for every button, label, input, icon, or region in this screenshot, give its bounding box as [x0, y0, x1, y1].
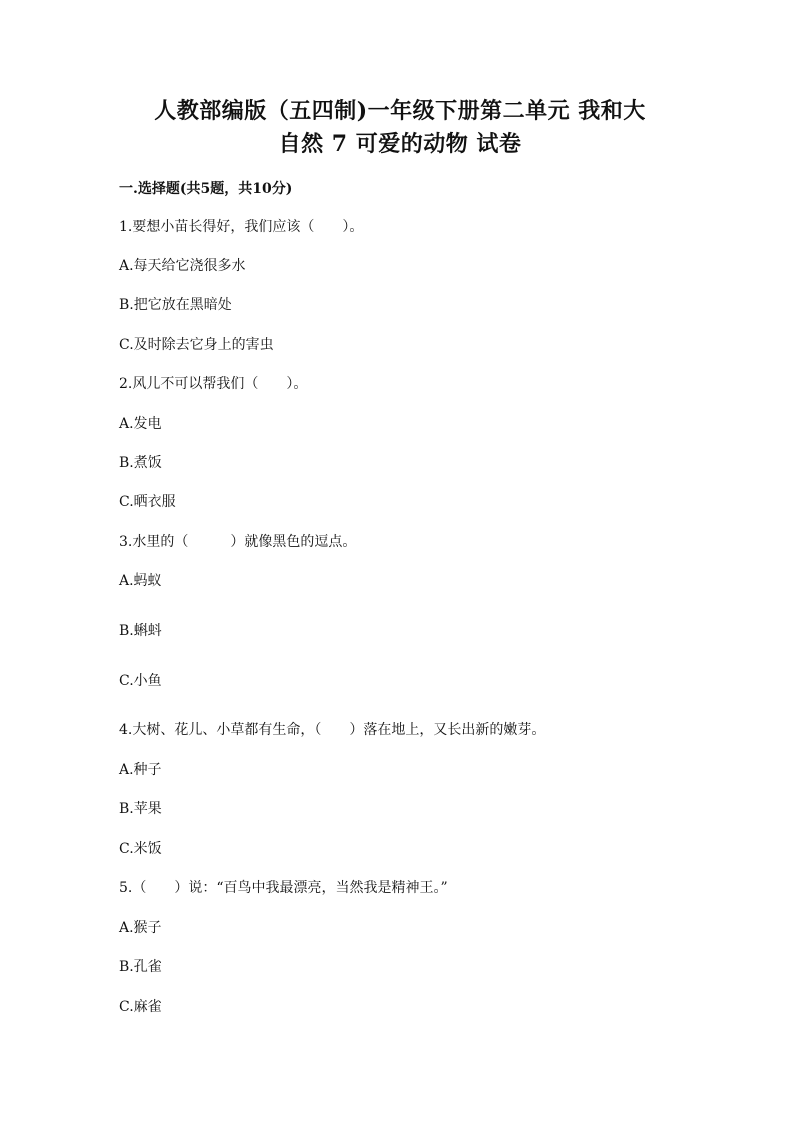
question-2-stem: 2.风儿不可以帮我们（ ）。: [119, 376, 308, 392]
question-1-option-c: C.及时除去它身上的害虫: [119, 337, 274, 353]
question-4-stem: 4.大树、花儿、小草都有生命，（ ）落在地上，又长出新的嫩芽。: [119, 722, 546, 738]
question-1-option-b: B.把它放在黑暗处: [119, 297, 232, 313]
question-3-option-a: A.蚂蚁: [119, 573, 162, 589]
question-1-stem: 1.要想小苗长得好，我们应该（ ）。: [119, 219, 364, 235]
question-3-option-c: C.小鱼: [119, 673, 162, 689]
question-4-option-c: C.米饭: [119, 841, 162, 857]
question-4-option-a: A.种子: [119, 762, 162, 778]
question-1-option-a: A.每天给它浇很多水: [119, 258, 246, 274]
question-5-option-a: A.猴子: [119, 920, 162, 936]
section-heading: 一.选择题(共5题，共10分): [119, 181, 293, 197]
exam-title-line-1: 人教部编版（五四制)一年级下册第二单元 我和大: [154, 98, 646, 124]
question-3-option-b: B.蝌蚪: [119, 623, 162, 639]
question-5-stem: 5.（ ）说：“百鸟中我最漂亮，当然我是精神王。”: [119, 880, 448, 896]
question-5-option-b: B.孔雀: [119, 959, 162, 975]
question-2-option-a: A.发电: [119, 416, 162, 432]
question-2-option-c: C.晒衣服: [119, 494, 176, 510]
exam-title-line-2: 自然 7 可爱的动物 试卷: [278, 131, 522, 157]
question-2-option-b: B.煮饭: [119, 455, 162, 471]
question-4-option-b: B.苹果: [119, 801, 162, 817]
question-3-stem: 3.水里的（ ）就像黑色的逗点。: [119, 534, 357, 550]
question-5-option-c: C.麻雀: [119, 999, 162, 1015]
